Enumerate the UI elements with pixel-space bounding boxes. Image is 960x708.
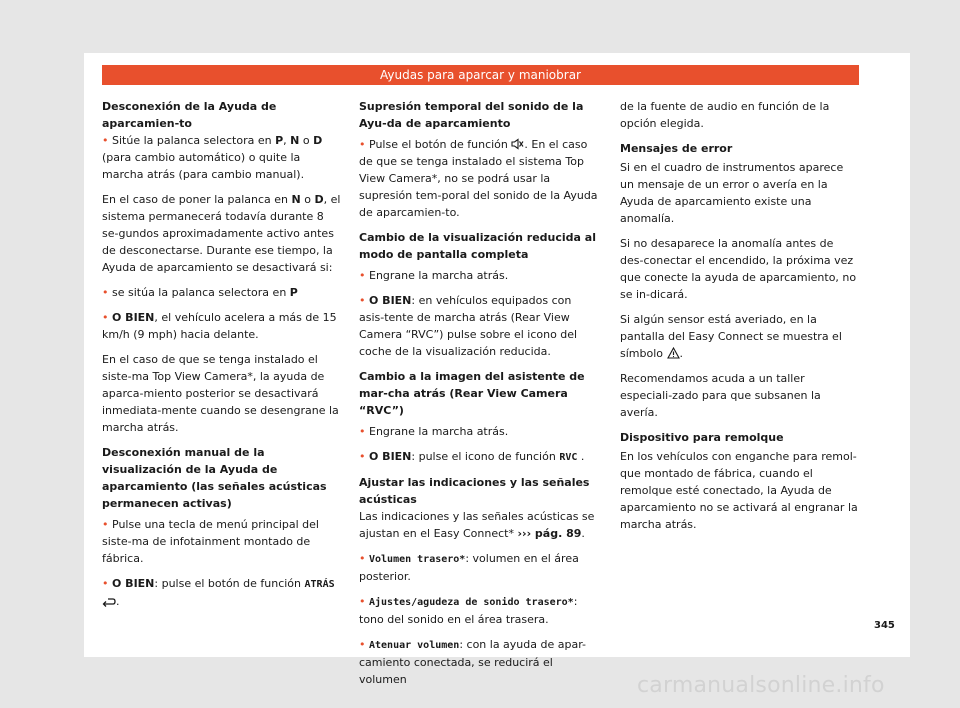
paragraph: Las indicaciones y las señales acústicas se ajustan en el Easy Connect* ››› pág. 89.: [359, 510, 595, 540]
paragraph: de la fuente de audio en función de la opción elegida.: [620, 100, 830, 130]
heading-desconexion: Desconexión de la Ayuda de aparcamien-to: [102, 100, 277, 130]
function-button-rvc: RVC: [559, 452, 578, 463]
heading-cambio-rvc: Cambio a la imagen del asistente de mar-cha atrás (Rear View Camera “RVC”): [359, 370, 585, 417]
bullet-item: • Volumen trasero*: volumen en el área posterior.: [359, 552, 579, 583]
page-reference-link[interactable]: ››› pág. 89: [517, 527, 582, 540]
bullet-item: • Engrane la marcha atrás.: [359, 269, 509, 282]
bullet-item: • Pulse una tecla de menú principal del siste-ma de infotainment montado de fábrica.: [102, 518, 319, 565]
page-header: Ayudas para aparcar y maniobrar: [102, 65, 859, 85]
paragraph: En el caso de poner la palanca en N o D, el sistema permanecerá todavía durante 8 se-gundos aproximadamente activo antes de desconectarse. Durante ese tiempo, la Ayuda de aparcamiento se desactivará si:: [102, 193, 341, 274]
bullet-item: • Ajustes/agudeza de sonido trasero*: tono del sonido en el área trasera.: [359, 595, 578, 626]
function-button-atras: ATRÁS: [304, 579, 335, 590]
heading-mensajes-error: Mensajes de error: [620, 142, 733, 155]
bullet-item: • Sitúe la palanca selectora en P, N o D (para cambio automático) o quite la marcha atrás (para cambio manual).: [102, 134, 323, 181]
heading-ajustar: Ajustar las indicaciones y las señales acústicas: [359, 476, 590, 506]
paragraph: Recomendamos acuda a un taller especiali-zado para que subsanen la avería.: [620, 372, 821, 419]
paragraph: En el caso de que se tenga instalado el siste-ma Top View Camera*, la ayuda de aparca-miento posterior se desactivará inmediata-mente cuando se desengrane la marcha atrás.: [102, 353, 339, 434]
bullet-item: • Engrane la marcha atrás.: [359, 425, 509, 438]
column-1: [102, 98, 342, 610]
paragraph: Si no desaparece la anomalía antes de des-conectar el encendido, la próxima vez que conecte la ayuda de aparcamiento, no se in-dicará.: [620, 237, 857, 301]
heading-cambio-visualizacion: Cambio de la visualización reducida al modo de pantalla completa: [359, 231, 596, 261]
bullet-item: • se sitúa la palanca selectora en P: [102, 286, 298, 299]
warning-triangle-icon: [667, 347, 680, 360]
page-number: 345: [874, 620, 895, 631]
mute-icon: [511, 138, 524, 151]
column-2: [359, 98, 599, 688]
watermark: carmanualsonline.info: [637, 673, 885, 698]
heading-remolque: Dispositivo para remolque: [620, 431, 784, 444]
bullet-item: • O BIEN, el vehículo acelera a más de 15 km/h (9 mph) hacia delante.: [102, 311, 337, 341]
column-3: [620, 98, 860, 541]
paragraph: Si en el cuadro de instrumentos aparece un mensaje de un error o avería en la Ayuda de aparcamiento existe una anomalía.: [620, 161, 844, 225]
bullet-item: • Pulse el botón de función . En el caso de que se tenga instalado el sistema Top View Camera*, no se podrá usar la supresión tem-poral del sonido de la Ayuda de aparcamien-to.: [359, 138, 598, 219]
back-arrow-icon: [102, 595, 116, 608]
heading-supresion: Supresión temporal del sonido de la Ayu-da de aparcamiento: [359, 100, 584, 130]
paragraph: En los vehículos con enganche para remol-que montado de fábrica, cuando el remolque esté conectado, la Ayuda de aparcamiento no se activará al engranar la marcha atrás.: [620, 450, 858, 531]
bullet-item: • O BIEN: pulse el icono de función RVC .: [359, 450, 585, 463]
paragraph: Si algún sensor está averiado, en la pantalla del Easy Connect se muestra el símbolo .: [620, 313, 842, 360]
bullet-item: • Atenuar volumen: con la ayuda de apar-camiento conectada, se reducirá el volumen: [359, 638, 586, 686]
heading-desconexion-manual: Desconexión manual de la visualización de la Ayuda de aparcamiento (las señales acústicas permanecen activas): [102, 446, 327, 510]
bullet-item: • O BIEN: en vehículos equipados con asis-tente de marcha atrás (Rear View Camera “RVC”) pulse sobre el icono del coche de la visualización reducida.: [359, 294, 578, 358]
bullet-item: • O BIEN: pulse el botón de función ATRÁS .: [102, 577, 335, 608]
